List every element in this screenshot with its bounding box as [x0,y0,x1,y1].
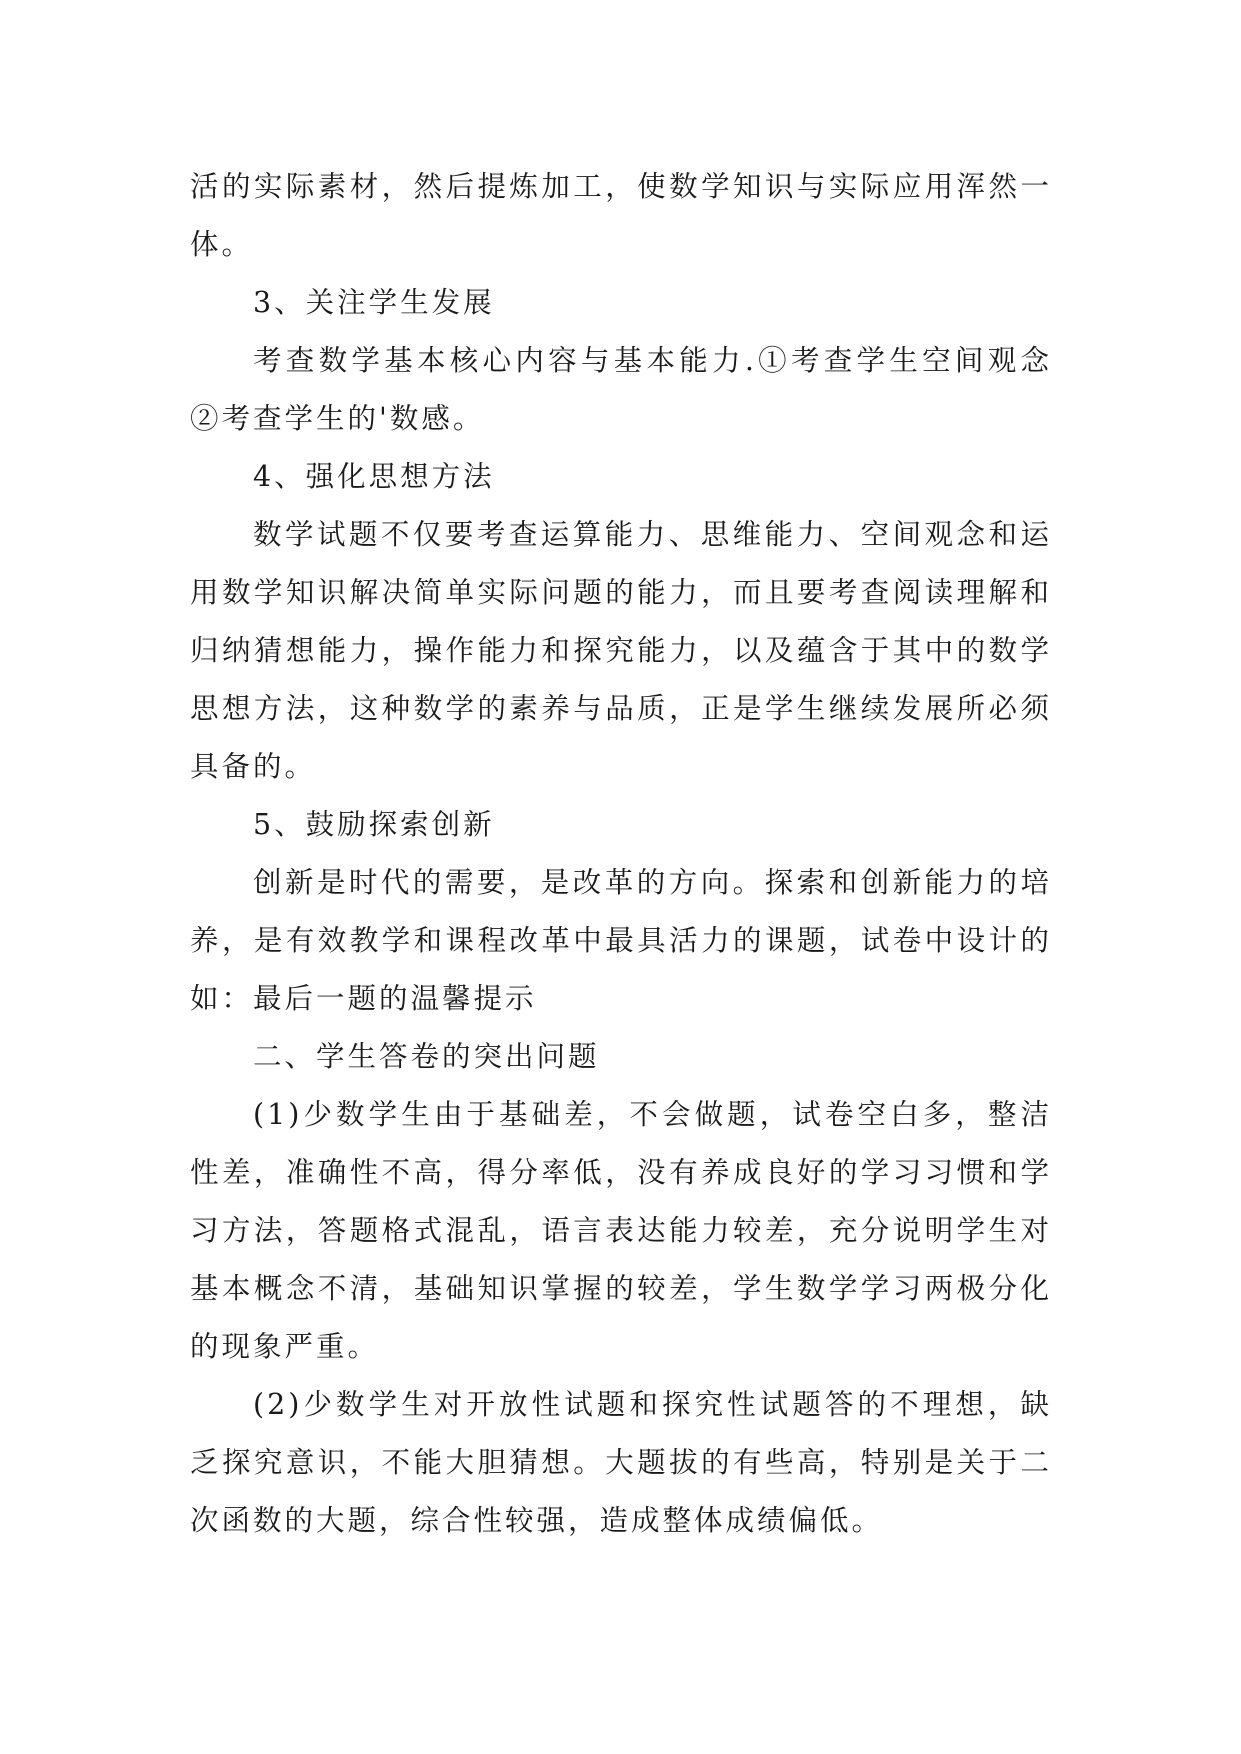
paragraph-continuation: 活的实际素材，然后提炼加工，使数学知识与实际应用浑然一体。 [190,170,1052,261]
section-heading-5: 5、鼓励探索创新 [253,808,495,841]
paragraph-3: 考查数学基本核心内容与基本能力.①考查学生空间观念 ②考查学生的'数感。 [190,344,1052,435]
paragraph-problem-2: (2)少数学生对开放性试题和探究性试题答的不理想，缺乏探究意识，不能大胆猜想。大题拔的有些高，特别是关于二次函数的大题，综合性较强，造成整体成绩偏低。 [190,1388,1052,1537]
paragraph-5: 创新是时代的需要，是改革的方向。探索和创新能力的培养，是有效教学和课程改革中最具活力的课题，试卷中设计的如：最后一题的温馨提示 [190,866,1052,1015]
paragraph-problem-1: (1)少数学生由于基础差，不会做题，试卷空白多，整洁性差，准确性不高，得分率低，没有养成良好的学习习惯和学习方法，答题格式混乱，语言表达能力较差，充分说明学生对基本概念不清，基础知识掌握的较差，学生数学学习两极分化的现象严重。 [190,1098,1052,1363]
section-heading-4: 4、强化思想方法 [253,460,495,493]
document-body [190,158,1052,1550]
section-heading-3: 3、关注学生发展 [253,286,495,319]
section-heading-problems: 二、学生答卷的突出问题 [253,1040,600,1073]
paragraph-4: 数学试题不仅要考查运算能力、思维能力、空间观念和运用数学知识解决简单实际问题的能力，而且要考查阅读理解和归纳猜想能力，操作能力和探究能力，以及蕴含于其中的数学思想方法，这种数学的素养与品质，正是学生继续发展所必须具备的。 [190,518,1052,783]
